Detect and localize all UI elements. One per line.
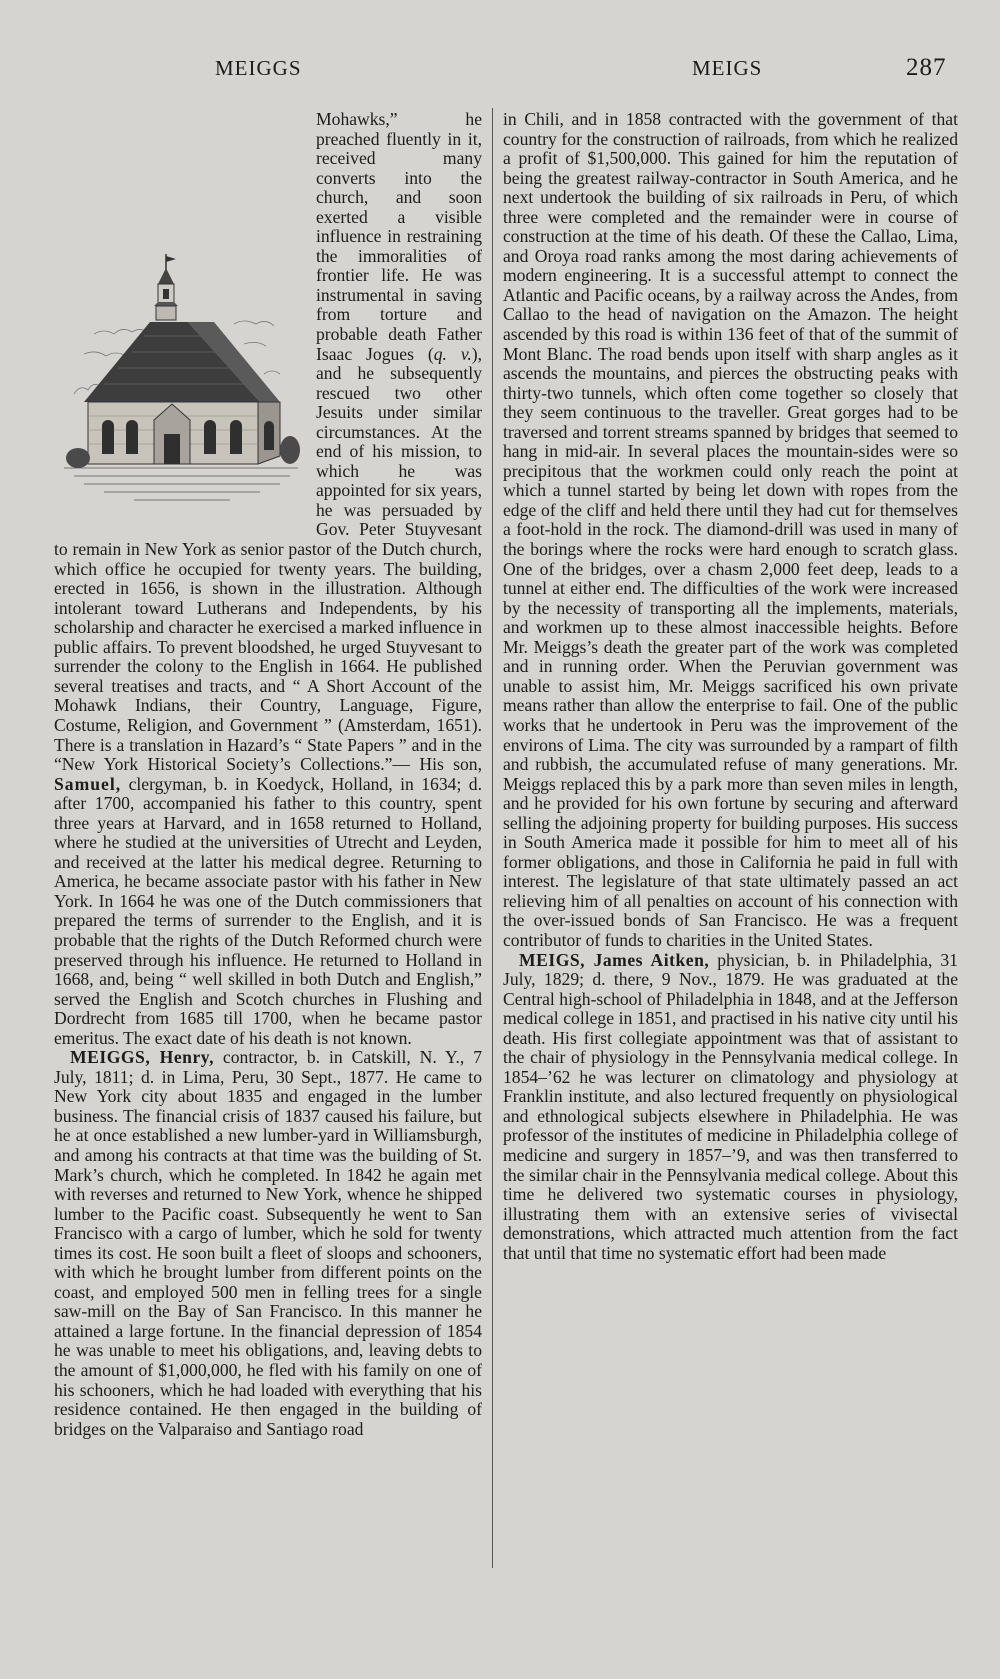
text-segment: clergyman, b. in Koedyck, Holland, in 1634; d. after 1700, accompanied his father to this country, spent three years at Harvard, and in 1658 returned to Holland, where he studied at the universities of Utrecht and Leyden, and received at the latter his medical degree. Returning to America, he became associate pastor with his father in New York. In 1664 he was one of the Dutch commissioners that prepared the terms of surrender to the English, and it is probable that the rights of the Dutch Reformed church were preserved through his influence. He returned to Holland in 1668, and, being “ well skilled in both Dutch and English,” served the English and Scotch churches in Flushing and Dordrecht from 1685 till 1700, when he became pastor emeritus. The exact date of his death is not known.	[54, 773, 482, 1048]
entry-meiggs-henry-continued: in Chili, and in 1858 contracted with the government of that country for the construction of railroads, from which he realized a profit of $1,500,000. This gained for him the reputation of being the greatest railway-contractor in South America, and he next undertook the building of six railroads in Peru, of which three were completed and the remainder were in course of construction at the time of his death. Of these the Callao, Lima, and Oroya road ranks among the most daring achievements of modern engineering. It is a successful attempt to connect the Atlantic and Pacific oceans, by a railway across the Andes, from Callao to the head of navigation on the Amazon. The height ascended by this road is within 136 feet of that of the summit of Mont Blanc. The road bends upon itself with sharp angles as it ascends the mountains, and pierces the obstructing peaks with thirty-two tunnels, which often come together so closely that they seem continuous to the traveller. Great gorges had to be traversed and torrent streams spanned by bridges that seemed to hang in mid-air. In several places the mountain-sides were so precipitous that the workmen could only reach the point at which a tunnel started by being let down with ropes from the edge of the cliff and held there until they had cut for themselves a foot-hold in the rock. The diamond-drill was used in many of the borings where the rocks were hard enough to scratch glass. One of the bridges, over a chasm 2,000 feet deep, leads to a tunnel at either end. The difficulties of the work were increased by the necessity of transporting all the implements, materials, and workmen up to these almost inaccessible heights. Before Mr. Meiggs’s death the greater part of the work was completed and in running order. When the Peruvian government was unable to assist him, Mr. Meiggs sacrificed his own private means rather than allow the enterprise to fail. One of the public works that he undertook in Peru was the improvement of the environs of Lima. The city was surrounded by a rampart of filth and rubbish, the accumulated refuse of many generations. Mr. Meiggs replaced this by a park more than seven miles in length, and he provided for his own fortune by securing and afterward selling the adjoining property for building purposes. His success in South America made it possible for him to meet all of his former obligations, and those in California he paid in full with interest. The legislature of that state ultimately passed an act relieving him of all penalties on account of his connection with the over-issued bonds of San Francisco. He was a frequent contributor of funds to charities in the United States.	[503, 109, 958, 950]
headword: MEIGGS, Henry,	[70, 1047, 214, 1068]
cross-reference: q. v.	[433, 343, 472, 364]
church-engraving-icon	[54, 244, 308, 526]
text-segment: ), and he subsequently rescued two other Jesuits under similar circumstances. At the end of his mission, to which he was appointed for six years, he was persuaded by Gov. Peter Stuyvesant to remain in New York as senior pastor of the Dutch church, which office he occupied for twenty years. The building, erected in 1656, is shown in the illustration. Although intolerant toward Lutherans and Independents, by his scholarship and character he exercised a marked influence in public affairs. To prevent bloodshed, he urged Stuyvesant to surrender the colony to the English in 1664. He published several treatises and tracts, and “ A Short Account of the Mohawk Indians, their Country, Language, Figure, Costume, Religion, and Government ” (Amsterdam, 1651). There is a translation in Hazard’s “ State Papers ” and in the “New York Historical Society’s Collections.”— His son,	[54, 343, 482, 775]
entry-text: physician, b. in Philadelphia, 31 July, 1829; d. there, 9 Nov., 1879. He was graduated at the Central high-school of Philadelphia in 1848, and at the Jefferson medical college in 1851, and practised in his native city until his death. His first collegiate appointment was that of assistant to the chair of physiology in the Pennsylvania medical college. In 1854–’62 he was lecturer on climatology and physiology at Franklin institute, and also lectured frequently on physiological and ethnological subjects elsewhere in Philadelphia. He was professor of the institutes of medicine in Philadelphia college of medicine and surgery in 1857–’9, and was then transferred to the similar chair in the Pennsylvania medical college. About this time he delivered two systematic courses in physiology, illustrating them with an extensive series of vivisectal demonstrations, which attracted much attention from the fact that until that time no systematic effort had been made	[503, 949, 958, 1263]
left-column	[54, 110, 482, 1439]
running-head-left: MEIGGS	[215, 56, 302, 80]
entry-meiggs-henry	[54, 1048, 482, 1439]
page-number: 287	[906, 54, 947, 81]
entry-text: contractor, b. in Catskill, N. Y., 7 July, 1811; d. in Lima, Peru, 30 Sept., 1877. He came to New York city about 1835 and engaged in the lumber business. The financial crisis of 1837 caused his failure, but he at once established a new lumber-yard in Williamsburgh, and among his contracts at that time was the building of St. Mark’s church, which he completed. In 1842 he again met with reverses and returned to New York, whence he shipped lumber to the Pacific coast. Subsequently he went to San Francisco with a cargo of lumber, which he sold for twenty times its cost. He soon built a fleet of sloops and schooners, with which he brought lumber from different points on the coast, and employed 500 men in felling trees for a single saw-mill on the Bay of San Francisco. In this manner he attained a large fortune. In the financial depression of 1854 he was unable to meet his obligations, and, leaving debts to the amount of $1,000,000, he fled with his family on one of his schooners, which he had loaded with everything that his residence contained. He then engaged in the building of bridges on the Valparaiso and Santiago road	[54, 1047, 482, 1439]
right-column	[503, 110, 958, 1263]
son-name: Samuel,	[54, 773, 122, 794]
text-segment: Mohawks,” he preached fluently in it, received many converts into the church, and soon exerted a visible influence in restraining the immoralities of frontier life. He was instrumental in saving from torture and probable death Father Isaac Jogues (	[316, 109, 482, 364]
running-head-right: MEIGS	[692, 56, 763, 80]
headword: MEIGS, James Aitken,	[519, 949, 710, 970]
entry-meigs-james-aitken	[503, 951, 958, 1264]
column-divider	[492, 108, 493, 1568]
